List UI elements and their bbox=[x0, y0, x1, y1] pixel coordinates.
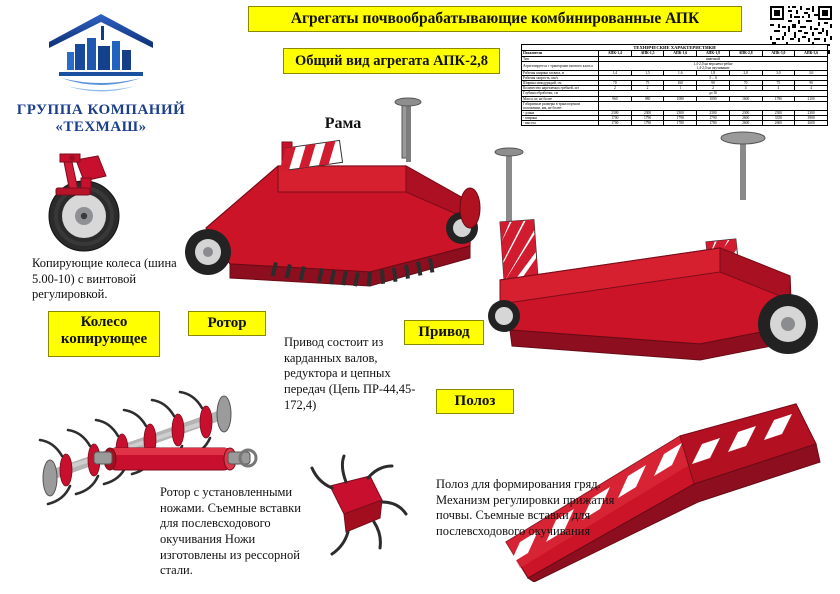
spec-cell: 1790 bbox=[664, 116, 697, 121]
spec-row-label: Масса, кг, не более bbox=[522, 96, 599, 101]
spec-col-header: АПК-1,4 bbox=[599, 51, 632, 56]
spec-cell: 4 bbox=[795, 86, 828, 91]
spec-cell: 2600 bbox=[729, 121, 762, 126]
spec-cell: 1700 bbox=[599, 121, 632, 126]
spec-cell: 3350 bbox=[762, 116, 795, 121]
spec-cell: 1,4 bbox=[599, 70, 632, 75]
spec-cell: навесной bbox=[599, 56, 828, 61]
spec-cell: 3900 bbox=[795, 116, 828, 121]
spec-row-label: Агрегатируется с тракторами тягового класса bbox=[522, 61, 599, 70]
spec-cell: 75 bbox=[762, 81, 795, 86]
spec-cell: 1790 bbox=[697, 116, 730, 121]
spec-col-header: Показатели bbox=[522, 51, 599, 56]
page-title: Агрегаты почвообрабатывающие комбинированные АПК bbox=[248, 6, 742, 32]
spec-col-header: АПК-1,5 bbox=[631, 51, 664, 56]
spec-cell bbox=[599, 101, 828, 110]
spec-col-header: АПК-1,6 bbox=[664, 51, 697, 56]
label-rama: Рама bbox=[324, 115, 362, 132]
spec-cell: 90 bbox=[697, 81, 730, 86]
spec-cell: 2300 bbox=[762, 110, 795, 115]
spec-row-label: Глубина обработки, см bbox=[522, 91, 599, 96]
spec-row-label: Рабочая скорость, км/ч bbox=[522, 76, 599, 81]
spec-cell: 1600 bbox=[729, 96, 762, 101]
spec-cell: 1780 bbox=[762, 96, 795, 101]
spec-cell: 2 bbox=[631, 86, 664, 91]
spec-row-label: Габаритные размеры в транспортном положении, мм, не более: bbox=[522, 101, 599, 110]
spec-cell: 1,8 bbox=[697, 70, 730, 75]
spec-row-label: Количество нарезаемых гребней, шт bbox=[522, 86, 599, 91]
subtitle: Общий вид агрегата АПК-2,8 bbox=[283, 48, 500, 74]
label-privod: Привод bbox=[404, 320, 484, 345]
spec-row-label: Ширина междурядий, см bbox=[522, 81, 599, 86]
spec-cell: 2300 bbox=[599, 110, 632, 115]
spec-cell: 2,8 bbox=[729, 70, 762, 75]
spec-cell: 70 bbox=[599, 81, 632, 86]
spec-cell: 1,4-2,0 на верхнем гребне 1,4-2,0 на окучивание bbox=[599, 61, 828, 70]
spec-cell: 1080 bbox=[664, 96, 697, 101]
spec-cell: 980 bbox=[631, 96, 664, 101]
text-drive: Привод состоит из карданных валов, редуктора и цепных передач (Цепь ПР-44,45-172,4) bbox=[284, 335, 416, 412]
spec-cell: 2300 bbox=[795, 110, 828, 115]
apk-rear-view-machine-illustration bbox=[470, 130, 830, 380]
spec-cell: 2300 bbox=[664, 110, 697, 115]
spec-cell: до 30 bbox=[599, 91, 828, 96]
spec-cell: 1780 bbox=[664, 121, 697, 126]
table-row bbox=[522, 101, 828, 110]
spec-cell: 3,0 bbox=[762, 70, 795, 75]
spec-cell: 75 bbox=[631, 81, 664, 86]
spec-col-header: АПК-2,8 bbox=[729, 51, 762, 56]
spec-cell: 90 bbox=[795, 81, 828, 86]
spec-cell: 1,6 bbox=[664, 70, 697, 75]
spec-table-caption: ТЕХНИЧЕСКИЕ ХАРАКТЕРИСТИКИ bbox=[522, 45, 828, 51]
company-logo bbox=[16, 8, 186, 148]
spec-cell: 2 bbox=[599, 86, 632, 91]
spec-cell: 4 bbox=[729, 86, 762, 91]
spec-row-label: Рабочая ширина захвата, м bbox=[522, 70, 599, 75]
label-rotor: Ротор bbox=[188, 311, 266, 336]
spec-cell: 2 bbox=[697, 86, 730, 91]
spec-cell: 2300 bbox=[729, 110, 762, 115]
spec-cell: 2300 bbox=[697, 110, 730, 115]
spec-cell: 1790 bbox=[631, 116, 664, 121]
spec-cell: 1,5 bbox=[631, 70, 664, 75]
spec-cell: 160 bbox=[664, 81, 697, 86]
text-rotor: Ротор с установленными ножами. Съемные вставки для послевсходового окучивания Ножи изготовлены из рессорной стали. bbox=[160, 485, 301, 578]
spec-cell: 1090 bbox=[697, 96, 730, 101]
spec-cell: 70 bbox=[729, 81, 762, 86]
spec-col-header: АПК-3,6 bbox=[795, 51, 828, 56]
table-row bbox=[522, 121, 828, 126]
spec-col-header: АПК-1,8 bbox=[697, 51, 730, 56]
spec-cell: 2600 bbox=[762, 121, 795, 126]
spec-cell: 2100 bbox=[795, 96, 828, 101]
spec-cell: 3 ... 6 bbox=[599, 76, 828, 81]
spec-cell: 4 bbox=[762, 86, 795, 91]
spec-cell: 2300 bbox=[631, 110, 664, 115]
spec-cell: 1700 bbox=[599, 116, 632, 121]
spec-cell: 1 bbox=[664, 86, 697, 91]
copying-wheel-illustration bbox=[12, 150, 182, 260]
spec-cell: 2600 bbox=[729, 116, 762, 121]
factory-skyline-logo-icon bbox=[41, 8, 161, 100]
spec-cell: 1780 bbox=[697, 121, 730, 126]
spec-cell: 960 bbox=[599, 96, 632, 101]
spec-row-label: - длина bbox=[522, 110, 599, 115]
logo-line-2: «ТЕХМАШ» bbox=[55, 119, 147, 135]
spec-cell: 3,6 bbox=[795, 70, 828, 75]
label-koleso-kopiruyushchee: Колесо копирующее bbox=[48, 311, 160, 357]
label-poloz: Полоз bbox=[436, 389, 514, 414]
spec-row-label: - высота bbox=[522, 121, 599, 126]
spec-row-label: - ширина bbox=[522, 116, 599, 121]
text-poloz: Полоз для формирования гряд. Механизм регулировки прижатия почвы. Съемные вставки для послевсходового окучивания bbox=[436, 477, 615, 538]
logo-line-1: ГРУППА КОМПАНИЙ bbox=[16, 102, 186, 118]
spec-col-header: АПК-3,0 bbox=[762, 51, 795, 56]
spec-table bbox=[521, 44, 828, 126]
spec-cell: 2600 bbox=[795, 121, 828, 126]
table-row bbox=[522, 61, 828, 70]
spec-cell: 1790 bbox=[631, 121, 664, 126]
text-copying-wheels: Копирующие колеса (шина 5.00-10) с винтовой регулировкой. bbox=[32, 256, 177, 302]
spec-row-label: Тип bbox=[522, 56, 599, 61]
knife-insert-illustration bbox=[300, 452, 410, 562]
